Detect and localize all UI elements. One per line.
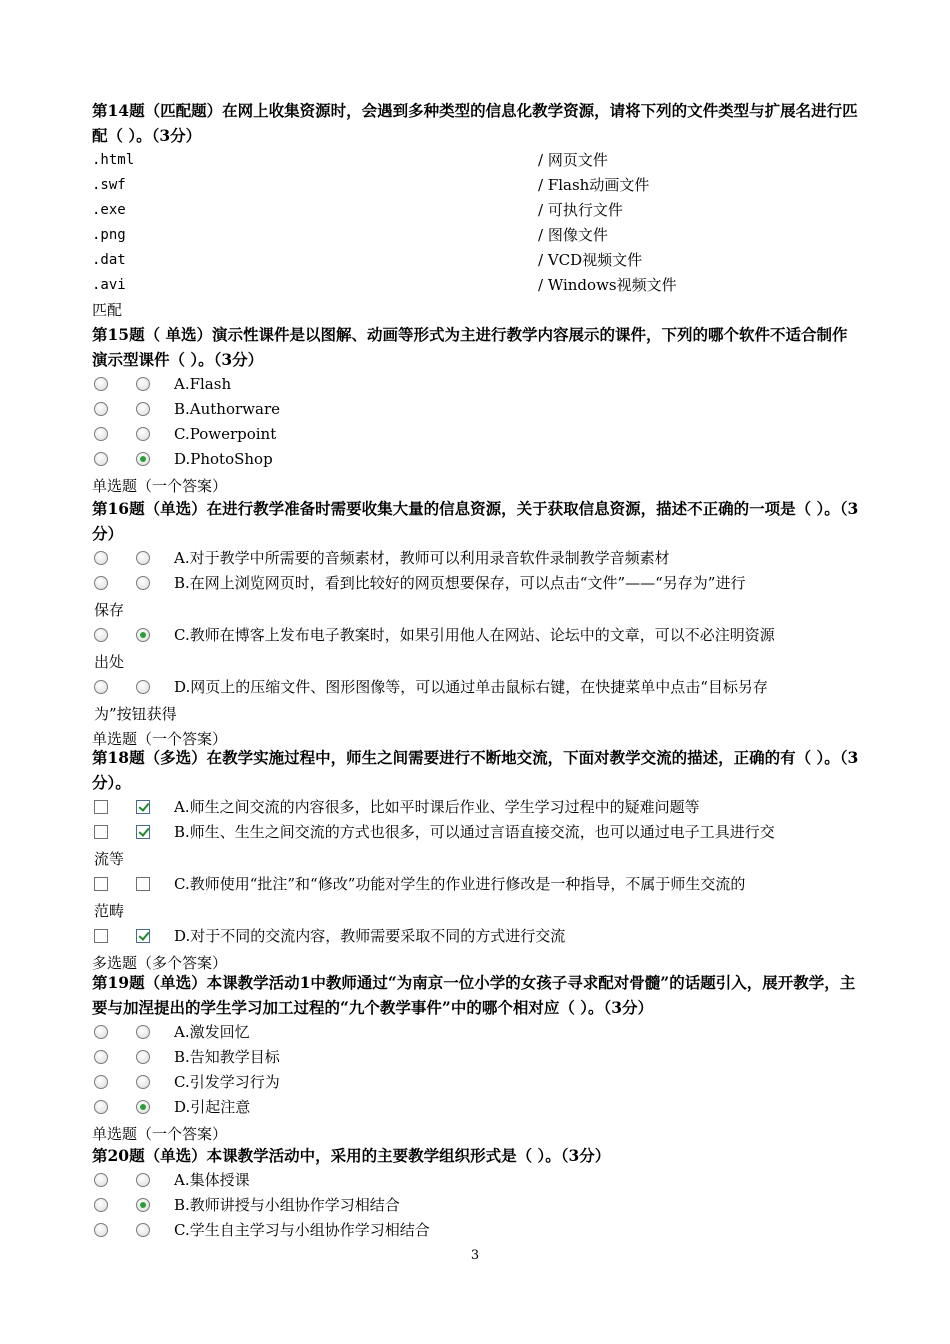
radio-unused[interactable] [94,452,108,466]
radio-unused[interactable] [94,1223,108,1237]
option-b [92,820,862,872]
radio-answer[interactable] [136,1025,150,1039]
checkbox-answer-checked[interactable] [136,800,150,814]
option-c [92,872,862,924]
option-text: A.激发回忆 [174,1023,250,1041]
option-text: B.Authorware [174,400,281,418]
question-type-label: 单选题（一个答案） [92,730,228,748]
option-text: C.Powerpoint [174,425,277,443]
option-d [92,924,862,949]
question-type-label: 单选题（一个答案） [92,1125,228,1143]
match-row [92,198,862,223]
radio-answer[interactable] [136,680,150,694]
match-file-type[interactable]: / 图像文件 [538,226,608,244]
match-extension: .html [92,152,135,168]
page-number: 3 [470,1248,480,1263]
option-c [92,623,862,675]
radio-answer[interactable] [136,576,150,590]
question-14 [92,98,862,323]
radio-answer-selected[interactable] [136,1100,150,1114]
checkbox-answer-checked[interactable] [136,929,150,943]
option-b [92,397,862,422]
radio-unused[interactable] [94,427,108,441]
radio-answer[interactable] [136,427,150,441]
match-file-type[interactable]: / Windows视频文件 [538,276,677,294]
question-title: 第20题（单选）本课教学活动中，采用的主要教学组织形式是（ ）。（3分） [92,1146,611,1165]
match-row [92,248,862,273]
option-d [92,447,862,472]
radio-unused[interactable] [94,1075,108,1089]
radio-unused[interactable] [94,1198,108,1212]
option-text: D.对于不同的交流内容，教师需要采取不同的方式进行交流 [174,927,566,945]
option-text: B.师生、生生之间交流的方式也很多，可以通过言语直接交流，也可以通过电子工具进行交 [174,823,775,841]
radio-answer[interactable] [136,1173,150,1187]
radio-answer-selected[interactable] [136,452,150,466]
question-title: 第16题（单选）在进行教学准备时需要收集大量的信息资源，关于获取信息资源，描述不正确的一项是（ ）。（3分） [92,499,859,543]
question-type-label: 多选题（多个答案） [92,954,228,972]
option-text: A.师生之间交流的内容很多，比如平时课后作业、学生学习过程中的疑难问题等 [174,798,700,816]
match-file-type[interactable]: / 网页文件 [538,151,608,169]
question-title: 第15题（ 单选）演示性课件是以图解、动画等形式为主进行教学内容展示的课件，下列的哪个软件不适合制作演示型课件（ ）。（3分） [92,325,848,369]
match-extension: .swf [92,177,126,193]
checkbox-answer[interactable] [136,877,150,891]
question-title: 第14题（匹配题）在网上收集资源时，会遇到多种类型的信息化教学资源，请将下列的文件类型与扩展名进行匹配（ ）。（3分） [92,101,858,145]
question-16 [92,496,862,752]
option-text: A.对于教学中所需要的音频素材，教师可以利用录音软件录制教学音频素材 [174,549,670,567]
option-text: B.告知教学目标 [174,1048,280,1066]
option-b [92,571,862,623]
option-d [92,1095,862,1120]
option-text: C.教师使用“批注”和“修改”功能对学生的作业进行修改是一种指导，不属于师生交流的 [174,875,746,893]
option-text: A.Flash [174,375,232,393]
question-19 [92,970,862,1147]
question-title: 第19题（单选）本课教学活动1中教师通过“为南京一位小学的女孩子寻求配对骨髓”的话题引入，展开教学，主要与加涅提出的学生学习加工过程的“九个教学事件”中的哪个相对应（ ）。（3分） [92,973,856,1017]
radio-unused[interactable] [94,551,108,565]
option-c [92,422,862,447]
option-text-wrap: 出处 [94,653,125,671]
question-18 [92,745,862,976]
radio-unused[interactable] [94,628,108,642]
match-extension: .exe [92,202,126,218]
option-text: C.学生自主学习与小组协作学习相结合 [174,1221,430,1239]
checkbox-unused[interactable] [94,800,108,814]
option-c [92,1070,862,1095]
option-text: C.教师在博客上发布电子教案时，如果引用他人在网站、论坛中的文章，可以不必注明资源 [174,626,775,644]
match-extension: .avi [92,277,126,293]
option-d [92,675,862,727]
radio-answer[interactable] [136,402,150,416]
match-row [92,273,862,298]
radio-unused[interactable] [94,680,108,694]
radio-answer[interactable] [136,1075,150,1089]
checkbox-unused[interactable] [94,825,108,839]
option-text-wrap: 为”按钮获得 [94,705,177,723]
option-text-wrap: 范畴 [94,902,125,920]
match-file-type[interactable]: / Flash动画文件 [538,176,650,194]
checkbox-unused[interactable] [94,929,108,943]
match-row [92,148,862,173]
match-list [92,148,862,298]
option-text: B.在网上浏览网页时，看到比较好的网页想要保存，可以点击“文件”——“另存为”进行 [174,574,746,592]
radio-unused[interactable] [94,402,108,416]
radio-unused[interactable] [94,1100,108,1114]
option-a [92,1168,862,1193]
checkbox-unused[interactable] [94,877,108,891]
radio-unused[interactable] [94,1025,108,1039]
option-text-wrap: 保存 [94,601,125,619]
radio-unused[interactable] [94,1050,108,1064]
option-text: A.集体授课 [174,1171,250,1189]
checkbox-answer-checked[interactable] [136,825,150,839]
option-text-wrap: 流等 [94,850,125,868]
radio-answer-selected[interactable] [136,1198,150,1212]
radio-unused[interactable] [94,377,108,391]
radio-answer[interactable] [136,551,150,565]
radio-answer[interactable] [136,377,150,391]
match-file-type[interactable]: / 可执行文件 [538,201,623,219]
option-text: D.PhotoShop [174,450,273,468]
option-c [92,1218,862,1243]
question-20 [92,1143,862,1243]
question-type-label: 单选题（一个答案） [92,477,228,495]
radio-answer[interactable] [136,1223,150,1237]
radio-unused[interactable] [94,1173,108,1187]
option-a [92,1020,862,1045]
match-extension: .png [92,227,126,243]
match-extension: .dat [92,252,126,268]
option-a [92,546,862,571]
radio-unused[interactable] [94,576,108,590]
question-type-label: 匹配 [92,301,123,319]
match-row [92,173,862,198]
option-text: D.网页上的压缩文件、图形图像等，可以通过单击鼠标右键，在快捷菜单中点击“目标另存 [174,678,768,696]
option-text: D.引起注意 [174,1098,251,1116]
option-text: C.引发学习行为 [174,1073,280,1091]
radio-answer[interactable] [136,1050,150,1064]
radio-answer-selected[interactable] [136,628,150,642]
option-b [92,1045,862,1070]
question-15 [92,322,862,499]
option-b [92,1193,862,1218]
question-title: 第18题（多选）在教学实施过程中，师生之间需要进行不断地交流，下面对教学交流的描述，正确的有（ ）。（3分）。 [92,748,859,792]
option-a [92,795,862,820]
option-a [92,372,862,397]
match-row [92,223,862,248]
option-text: B.教师讲授与小组协作学习相结合 [174,1196,400,1214]
match-file-type[interactable]: / VCD视频文件 [538,251,643,269]
